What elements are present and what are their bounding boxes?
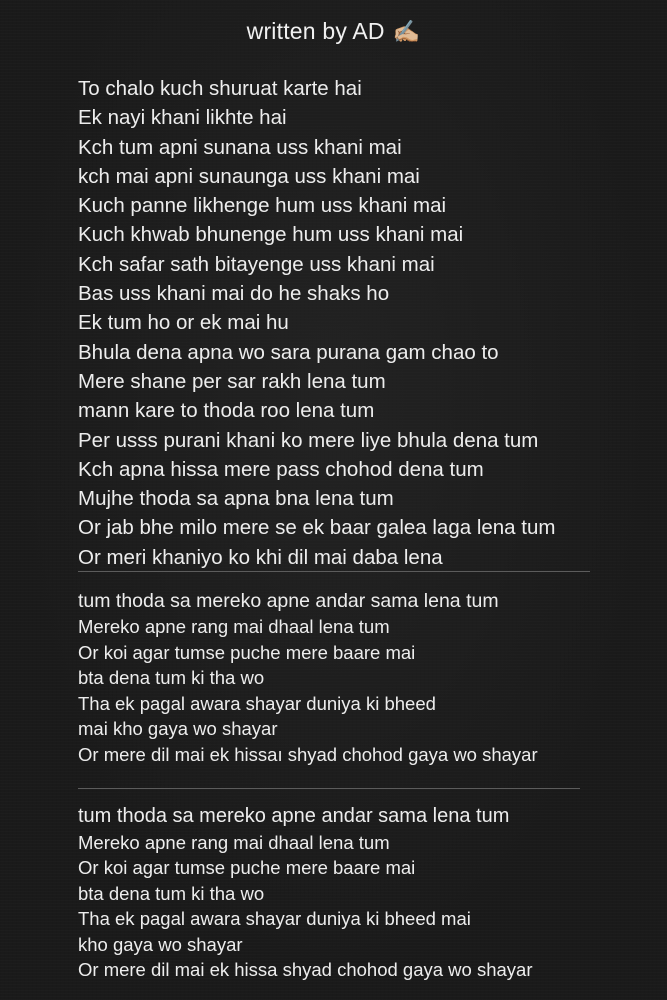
poem-line: Ek tum ho or ek mai hu [78, 311, 289, 335]
poem-line: bta dena tum ki tha wo [78, 667, 265, 689]
poem-line: Ek nayi khani likhte hai [78, 106, 287, 130]
poem-line: Tha ek pagal awara shayar duniya ki bheed mai [78, 908, 471, 930]
poem-line: Tha ek pagal awara shayar duniya ki bheed [78, 692, 436, 714]
poem-line: Per usss purani khani ko mere liye bhula dena tum [78, 428, 539, 452]
poem-line: kch mai apni sunaunga uss khani mai [78, 164, 420, 188]
poem-title [0, 18, 667, 45]
poem-line: Or mere dil mai ek hissa shyad chohod gaya wo shayar [78, 959, 533, 981]
stanza-2 [78, 588, 638, 768]
poem-line: kho gaya wo shayar [78, 933, 243, 955]
poem-line: Mereko apne rang mai dhaal lena tum [78, 616, 390, 637]
poem-line: Kuch khwab bhunenge hum uss khani mai [78, 223, 464, 247]
poem-line: mann kare to thoda roo lena tum [78, 399, 375, 423]
stanza-3 [78, 803, 638, 982]
poem-line: Mujhe thoda sa apna bna lena tum [78, 487, 394, 511]
poem-line: Bhula dena apna wo sara purana gam chao to [78, 340, 499, 364]
poem-line: Mereko apne rang mai dhaal lena tum [78, 832, 390, 853]
stanza-divider [78, 788, 580, 789]
stanza-1 [78, 74, 638, 572]
poem-line: Or meri khaniyo ko khi dil mai daba lena [78, 545, 443, 569]
poem-line: Or jab bhe milo mere se ek baar galea laga lena tum [78, 516, 556, 540]
stanza-divider [78, 571, 590, 572]
poem-line: tum thoda sa mereko apne andar sama lena tum [78, 805, 510, 827]
writing-hand-icon: ✍🏼 [392, 19, 421, 44]
poem-line: Or koi agar tumse puche mere baare mai [78, 641, 416, 663]
poem-line: mai kho gaya wo shayar [78, 718, 278, 740]
poem-line: Bas uss khani mai do he shaks ho [78, 282, 390, 306]
poem-line: Kch apna hissa mere pass chohod dena tum [78, 457, 484, 481]
poem-line: Or koi agar tumse puche mere baare mai [78, 857, 416, 879]
poem-line: Kuch panne likhenge hum uss khani mai [78, 194, 447, 218]
poem-line: tum thoda sa mereko apne andar sama lena tum [78, 590, 499, 612]
poem-line: Kch safar sath bitayenge uss khani mai [78, 252, 435, 276]
poem-line: Kch tum apni sunana uss khani mai [78, 135, 402, 159]
poem-line: Mere shane per sar rakh lena tum [78, 369, 386, 393]
title-text: written by AD [246, 18, 385, 44]
poem-line: To chalo kuch shuruat karte hai [78, 77, 362, 100]
poem-line: Or mere dil mai ek hissaı shyad chohod gaya wo shayar [78, 743, 538, 765]
poem-line: bta dena tum ki tha wo [78, 882, 265, 904]
